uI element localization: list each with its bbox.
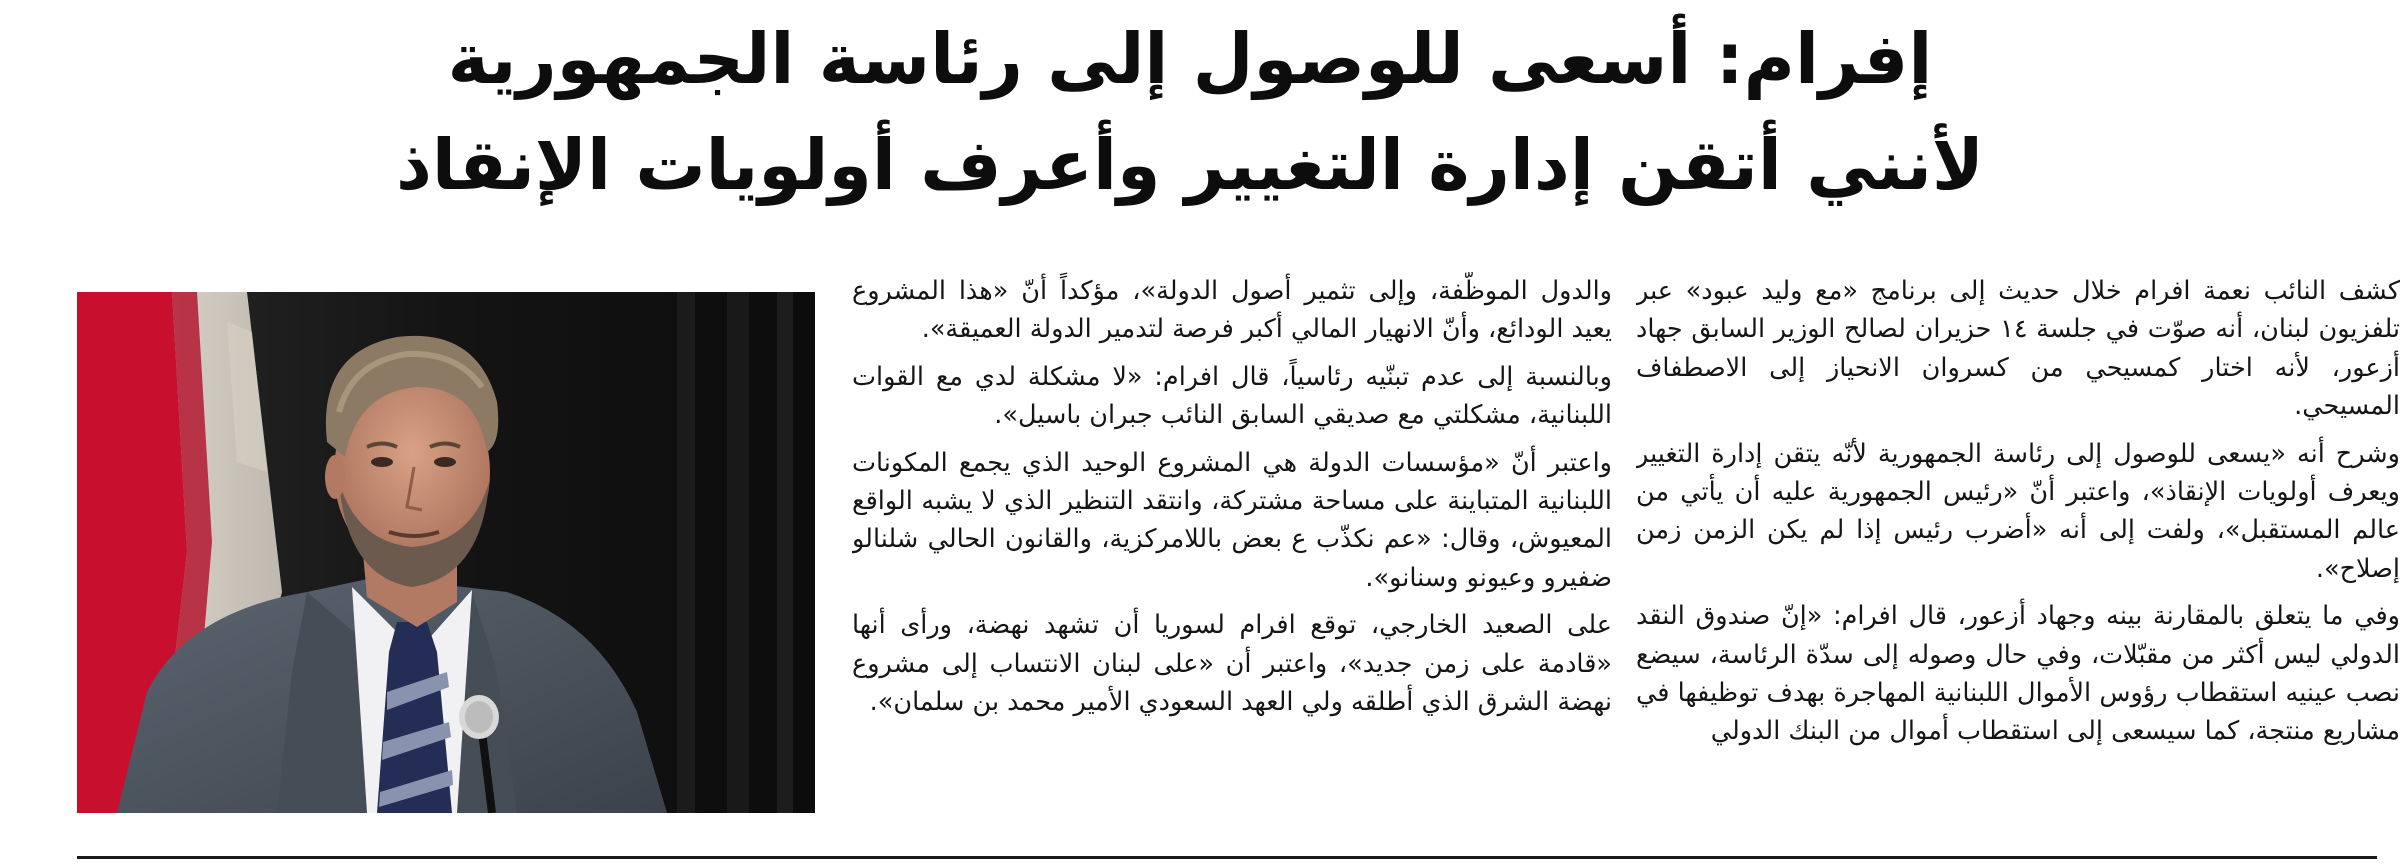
article-column-right xyxy=(1636,272,2400,844)
portrait-photo xyxy=(77,292,815,813)
article-paragraph: وبالنسبة إلى عدم تبنّيه رئاسياً، قال افرام: «لا مشكلة لدي مع القوات اللبنانية، مشكلتي مع صديقي السابق النائب جبران باسيل». xyxy=(852,361,1612,431)
article-paragraph: وفي ما يتعلق بالمقارنة بينه وجهاد أزعور، قال افرام: «إنّ صندوق النقد الدولي ليس أكثر من مقبّلات، وفي حال وصوله إلى سدّة الرئاسة، سيضع نصب عينيه استقطاب رؤوس الأموال اللبنانية المهاجرة بهدف توظيفها في مشاريع منتجة، كما سيسعى إلى استقطاب أموال من البنك الدولي xyxy=(1636,601,2400,747)
headline-line-1: إفرام: أسعى للوصول إلى رئاسة الجمهورية xyxy=(447,18,1933,100)
article-column-middle xyxy=(852,272,1612,844)
section-divider xyxy=(77,856,2377,859)
article-paragraph: على الصعيد الخارجي، توقع افرام لسوريا أن تشهد نهضة، ورأى أنها «قادمة على زمن جديد»، واعتبر أن «على لبنان الانتساب إلى مشروع نهضة الشرق الذي أطلقه ولي العهد السعودي الأمير محمد بن سلمان». xyxy=(852,610,1612,718)
article-paragraph: كشف النائب نعمة افرام خلال حديث إلى برنامج «مع وليد عبود» عبر تلفزيون لبنان، أنه صوّت في جلسة ١٤ حزيران لصالح الوزير السابق جهاد أزعور، لأنه اختار كمسيحي من كسروان الانحياز إلى الاصطفاف المسيحي. xyxy=(1636,276,2400,422)
headline-line-2: لأنني أتقن إدارة التغيير وأعرف أولويات الإنقاذ xyxy=(395,124,1985,206)
headline xyxy=(120,6,2260,218)
article-paragraph: والدول الموظّفة، وإلى تثمير أصول الدولة»، مؤكداً أنّ «هذا المشروع يعيد الودائع، وأنّ الانهيار المالي أكبر فرصة لتدمير الدولة العميقة». xyxy=(852,276,1612,345)
article-paragraph: وشرح أنه «يسعى للوصول إلى رئاسة الجمهورية لأنّه يتقن إدارة التغيير ويعرف أولويات الإنقاذ»، واعتبر أنّ «رئيس الجمهورية عليه أن يأتي من عالم المستقبل»، ولفت إلى أنه «أضرب رئيس إذا لم يكن الزمن زمن إصلاح». xyxy=(1636,438,2400,584)
article-paragraph: واعتبر أنّ «مؤسسات الدولة هي المشروع الوحيد الذي يجمع المكونات اللبنانية المتباينة على مساحة مشتركة، وانتقد التنظير الذي لا يشبه الواقع المعيوش، وقال: «عم نكذّب ع بعض باللامركزية، والقانون الحالي شلنالو ضفيرو وعيونو وسنانو». xyxy=(852,447,1612,593)
